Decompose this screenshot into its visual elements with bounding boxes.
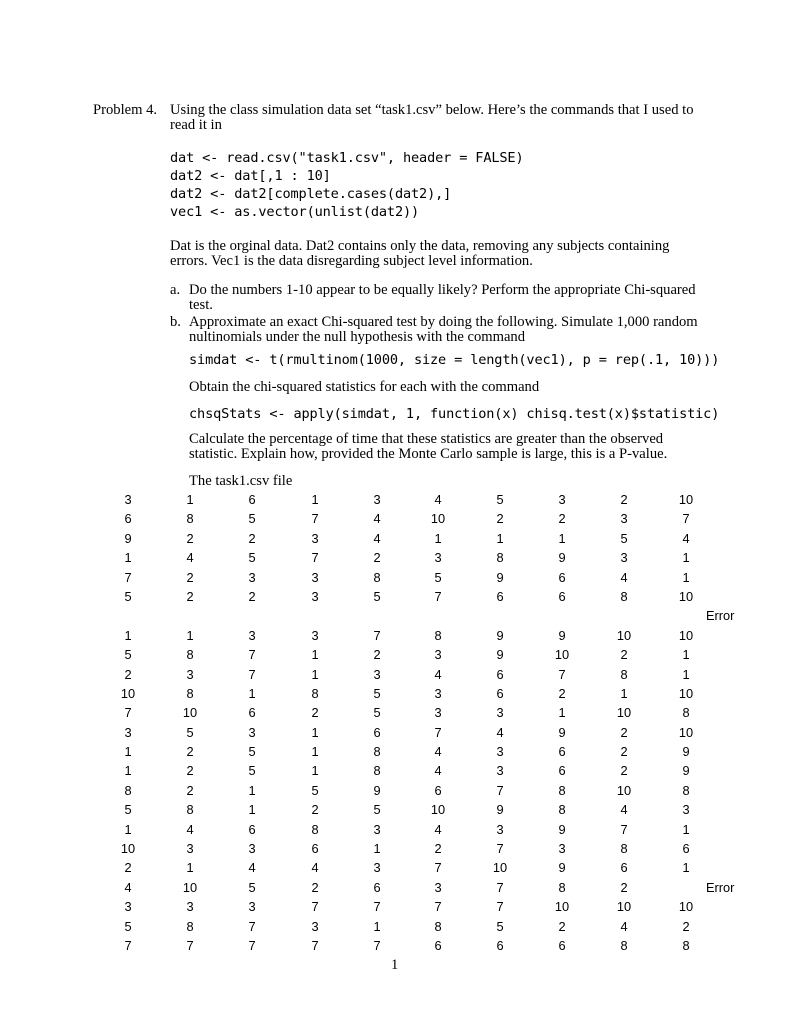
table-cell: 10 xyxy=(616,627,632,643)
table-cell: 5 xyxy=(311,782,319,798)
table-cell: 8 xyxy=(496,550,504,566)
table-cell: 2 xyxy=(186,530,194,546)
table-cell: 8 xyxy=(186,802,194,818)
table-cell: 2 xyxy=(186,763,194,779)
table-cell: 3 xyxy=(186,841,194,857)
table-cell: 6 xyxy=(682,841,690,857)
table-cell: 7 xyxy=(124,937,132,953)
table-cell: 5 xyxy=(373,705,381,721)
table-cell: 8 xyxy=(373,763,381,779)
table-cell: 9 xyxy=(124,530,132,546)
table-row xyxy=(0,490,791,509)
table-cell: 10 xyxy=(678,492,694,507)
table-cell: 4 xyxy=(186,550,194,566)
table-cell: 9 xyxy=(496,802,504,818)
table-cell: 3 xyxy=(311,627,319,643)
error-flag: Error xyxy=(706,879,735,895)
table-cell: 10 xyxy=(430,511,446,527)
table-cell: 3 xyxy=(682,802,690,818)
table-cell: 2 xyxy=(311,705,319,721)
table-cell: 10 xyxy=(616,899,632,915)
table-cell: 9 xyxy=(682,763,690,779)
table-cell: 2 xyxy=(496,511,504,527)
table-cell: 8 xyxy=(558,802,566,818)
table-cell: 6 xyxy=(558,588,566,604)
code-line: vec1 <- as.vector(unlist(dat2)) xyxy=(170,204,420,220)
table-cell: 8 xyxy=(620,937,628,953)
table-cell: 1 xyxy=(558,705,566,721)
read-code-block xyxy=(170,149,524,221)
table-row xyxy=(0,936,791,955)
table-cell: 5 xyxy=(434,569,442,585)
table-cell: 7 xyxy=(124,569,132,585)
table-cell: 2 xyxy=(124,860,132,876)
table-cell: 2 xyxy=(186,744,194,760)
table-cell: 5 xyxy=(124,918,132,934)
table-row xyxy=(0,897,791,916)
table-cell: 8 xyxy=(620,666,628,682)
table-cell: 3 xyxy=(311,918,319,934)
table-cell: 2 xyxy=(311,802,319,818)
table-cell: 8 xyxy=(558,782,566,798)
page-number: 1 xyxy=(391,957,399,973)
table-cell: 4 xyxy=(434,763,442,779)
table-cell: 6 xyxy=(248,492,256,507)
table-cell: 9 xyxy=(496,569,504,585)
table-row xyxy=(0,548,791,567)
table-cell: 8 xyxy=(311,685,319,701)
table-cell: 6 xyxy=(311,841,319,857)
table-cell: 2 xyxy=(620,724,628,740)
table-cell: 3 xyxy=(434,705,442,721)
table-row xyxy=(0,509,791,528)
table-cell: 2 xyxy=(311,879,319,895)
table-cell: 10 xyxy=(430,802,446,818)
table-cell: 8 xyxy=(434,627,442,643)
table-cell: 6 xyxy=(558,569,566,585)
problem-intro: Using the class simulation data set “task1.csv” below. Here’s the commands that I used to read it in xyxy=(170,102,694,133)
table-row xyxy=(0,703,791,722)
table-cell: 6 xyxy=(248,705,256,721)
table-cell: 1 xyxy=(682,821,690,837)
table-cell: 1 xyxy=(682,647,690,663)
table-cell: 8 xyxy=(124,782,132,798)
table-cell: 1 xyxy=(682,666,690,682)
table-cell: 2 xyxy=(558,918,566,934)
table-cell: 6 xyxy=(248,821,256,837)
table-row xyxy=(0,568,791,587)
table-cell: 10 xyxy=(554,899,570,915)
table-cell: 2 xyxy=(373,647,381,663)
table-cell: 7 xyxy=(620,821,628,837)
table-cell: 10 xyxy=(678,588,694,604)
table-cell: 1 xyxy=(496,530,504,546)
item-a-marker: a. xyxy=(170,282,181,298)
table-cell: 3 xyxy=(248,724,256,740)
table-row xyxy=(0,839,791,858)
table-cell: 9 xyxy=(682,744,690,760)
table-row xyxy=(0,820,791,839)
error-flag: Error xyxy=(706,608,735,624)
table-cell: 2 xyxy=(373,550,381,566)
csv-data-table xyxy=(0,490,791,955)
table-cell: 7 xyxy=(373,899,381,915)
table-cell: 10 xyxy=(616,782,632,798)
table-row xyxy=(0,529,791,548)
table-cell: 3 xyxy=(434,550,442,566)
table-cell: 4 xyxy=(620,918,628,934)
table-cell: 10 xyxy=(678,685,694,701)
table-cell: 5 xyxy=(496,918,504,934)
table-row xyxy=(0,587,791,606)
table-cell: 5 xyxy=(373,588,381,604)
table-cell: 1 xyxy=(682,550,690,566)
table-cell: 8 xyxy=(682,937,690,953)
table-row xyxy=(0,761,791,780)
table-cell: 9 xyxy=(558,821,566,837)
table-cell: 7 xyxy=(496,899,504,915)
table-cell: 2 xyxy=(558,685,566,701)
table-cell: 1 xyxy=(373,841,381,857)
table-cell: 8 xyxy=(186,918,194,934)
table-cell: 8 xyxy=(186,685,194,701)
table-cell: 3 xyxy=(496,744,504,760)
calc-text: Calculate the percentage of time that these statistics are greater than the observed statistic. Explain how, provided the Monte Carlo sample is large, this is a P-value. xyxy=(189,431,668,462)
table-cell: 4 xyxy=(434,492,442,507)
table-cell: 5 xyxy=(248,763,256,779)
table-cell: 7 xyxy=(248,918,256,934)
table-cell: 8 xyxy=(311,821,319,837)
table-cell: 3 xyxy=(311,569,319,585)
table-cell: 8 xyxy=(620,588,628,604)
table-cell: 7 xyxy=(373,627,381,643)
table-cell: 9 xyxy=(558,550,566,566)
table-cell: 3 xyxy=(311,588,319,604)
table-cell: 5 xyxy=(124,588,132,604)
table-cell: 3 xyxy=(496,705,504,721)
table-cell: 7 xyxy=(311,937,319,953)
table-cell: 6 xyxy=(496,588,504,604)
table-cell: 8 xyxy=(186,647,194,663)
simdat-code: simdat <- t(rmultinom(1000, size = length(vec1), p = rep(.1, 10))) xyxy=(189,352,720,368)
table-row xyxy=(0,723,791,742)
chsq-code: chsqStats <- apply(simdat, 1, function(x) chisq.test(x)$statistic) xyxy=(189,406,720,422)
table-row xyxy=(0,626,791,645)
table-cell: 5 xyxy=(186,724,194,740)
table-cell: 8 xyxy=(373,569,381,585)
table-cell: 8 xyxy=(434,918,442,934)
table-cell: 4 xyxy=(311,860,319,876)
table-cell: 2 xyxy=(248,530,256,546)
table-cell: 7 xyxy=(434,588,442,604)
table-cell: 6 xyxy=(558,763,566,779)
table-cell: 3 xyxy=(124,724,132,740)
table-cell: 2 xyxy=(124,666,132,682)
table-cell: 1 xyxy=(434,530,442,546)
table-cell: 1 xyxy=(124,627,132,643)
table-cell: 4 xyxy=(682,530,690,546)
table-cell: 6 xyxy=(496,685,504,701)
table-cell: 5 xyxy=(620,530,628,546)
table-cell: 1 xyxy=(311,744,319,760)
code-line: dat <- read.csv("task1.csv", header = FALSE) xyxy=(170,150,524,166)
table-cell: 2 xyxy=(620,879,628,895)
table-cell: 2 xyxy=(620,763,628,779)
table-cell: 2 xyxy=(620,492,628,507)
table-cell: 5 xyxy=(373,802,381,818)
table-cell: 8 xyxy=(682,705,690,721)
table-cell: 7 xyxy=(311,511,319,527)
table-cell: 6 xyxy=(558,937,566,953)
table-cell: 7 xyxy=(434,724,442,740)
table-cell: 10 xyxy=(554,647,570,663)
table-cell: 10 xyxy=(678,899,694,915)
item-a-text: Do the numbers 1-10 appear to be equally likely? Perform the appropriate Chi-squared test. xyxy=(189,282,696,313)
table-cell: 7 xyxy=(434,860,442,876)
table-cell: 6 xyxy=(373,724,381,740)
table-cell: 3 xyxy=(373,860,381,876)
table-cell: 2 xyxy=(186,569,194,585)
table-cell: 4 xyxy=(434,744,442,760)
table-cell: 9 xyxy=(496,627,504,643)
table-cell: 1 xyxy=(124,744,132,760)
table-cell: 3 xyxy=(434,879,442,895)
table-cell: 5 xyxy=(248,550,256,566)
table-cell: 2 xyxy=(186,588,194,604)
table-cell: 3 xyxy=(124,492,132,507)
table-cell: 3 xyxy=(496,763,504,779)
table-cell: 1 xyxy=(311,492,319,507)
table-cell: 7 xyxy=(558,666,566,682)
table-cell: 8 xyxy=(558,879,566,895)
table-cell: 4 xyxy=(248,860,256,876)
table-cell: 7 xyxy=(496,879,504,895)
table-cell: 6 xyxy=(496,937,504,953)
table-cell: 6 xyxy=(620,860,628,876)
table-cell: 1 xyxy=(248,782,256,798)
table-cell: 2 xyxy=(620,744,628,760)
table-cell: 4 xyxy=(373,530,381,546)
table-cell: 6 xyxy=(434,937,442,953)
code-line: dat2 <- dat2[complete.cases(dat2),] xyxy=(170,186,452,202)
table-cell: 1 xyxy=(311,666,319,682)
data-description: Dat is the orginal data. Dat2 contains only the data, removing any subjects containing errors. Vec1 is the data disregarding subject level information. xyxy=(170,238,670,269)
table-cell: 10 xyxy=(616,705,632,721)
table-cell: 3 xyxy=(248,841,256,857)
table-cell: 7 xyxy=(373,937,381,953)
table-cell: 1 xyxy=(311,724,319,740)
table-cell: 10 xyxy=(492,860,508,876)
table-cell: 4 xyxy=(124,879,132,895)
table-cell: 10 xyxy=(678,627,694,643)
table-cell: 3 xyxy=(248,899,256,915)
table-cell: 3 xyxy=(248,569,256,585)
table-cell: 5 xyxy=(248,879,256,895)
table-cell: 6 xyxy=(558,744,566,760)
table-row xyxy=(0,878,791,897)
table-cell: 5 xyxy=(373,685,381,701)
table-cell: 4 xyxy=(434,821,442,837)
table-cell: 8 xyxy=(186,511,194,527)
table-cell: 1 xyxy=(124,550,132,566)
table-row xyxy=(0,645,791,664)
obtain-text: Obtain the chi-squared statistics for each with the command xyxy=(189,379,540,395)
table-cell: 4 xyxy=(186,821,194,837)
table-row xyxy=(0,858,791,877)
table-cell: 6 xyxy=(373,879,381,895)
table-cell: 3 xyxy=(248,627,256,643)
table-cell: 2 xyxy=(682,918,690,934)
table-cell: 3 xyxy=(124,899,132,915)
table-cell: 4 xyxy=(620,569,628,585)
table-cell: 9 xyxy=(558,627,566,643)
table-row xyxy=(0,800,791,819)
table-cell: 3 xyxy=(496,821,504,837)
code-line: dat2 <- dat[,1 : 10] xyxy=(170,168,331,184)
table-cell: 1 xyxy=(682,569,690,585)
table-cell: 3 xyxy=(186,899,194,915)
table-cell: 7 xyxy=(496,841,504,857)
table-cell: 3 xyxy=(311,530,319,546)
table-cell: 9 xyxy=(373,782,381,798)
table-cell: 7 xyxy=(124,705,132,721)
table-cell: 5 xyxy=(248,511,256,527)
table-cell: 5 xyxy=(124,647,132,663)
table-cell: 3 xyxy=(620,550,628,566)
item-b-text: Approximate an exact Chi-squared test by doing the following. Simulate 1,000 random nultinomials under the null hypothesis with the command xyxy=(189,314,698,345)
table-row xyxy=(0,917,791,936)
table-cell: 10 xyxy=(182,879,198,895)
table-cell: 2 xyxy=(248,588,256,604)
table-cell: 1 xyxy=(186,860,194,876)
table-cell: 8 xyxy=(373,744,381,760)
table-cell: 10 xyxy=(678,724,694,740)
table-cell: 4 xyxy=(373,511,381,527)
table-cell: 3 xyxy=(434,685,442,701)
table-cell: 7 xyxy=(682,511,690,527)
table-row xyxy=(0,665,791,684)
table-cell: 9 xyxy=(558,724,566,740)
table-cell: 1 xyxy=(248,685,256,701)
table-cell: 5 xyxy=(124,802,132,818)
table-cell: 3 xyxy=(373,666,381,682)
table-cell: 1 xyxy=(620,685,628,701)
table-cell: 10 xyxy=(120,841,136,857)
table-cell: 1 xyxy=(248,802,256,818)
table-cell: 3 xyxy=(558,841,566,857)
table-cell: 2 xyxy=(620,647,628,663)
table-cell: 3 xyxy=(620,511,628,527)
table-cell: 10 xyxy=(120,685,136,701)
item-b-marker: b. xyxy=(170,314,181,330)
table-cell: 1 xyxy=(311,763,319,779)
table-row xyxy=(0,606,791,625)
table-cell: 2 xyxy=(558,511,566,527)
table-cell: 6 xyxy=(434,782,442,798)
table-cell: 8 xyxy=(620,841,628,857)
table-cell: 4 xyxy=(434,666,442,682)
table-cell: 7 xyxy=(311,899,319,915)
table-cell: 1 xyxy=(373,918,381,934)
table-cell: 6 xyxy=(124,511,132,527)
table-cell: 7 xyxy=(248,937,256,953)
table-cell: 5 xyxy=(496,492,504,507)
table-cell: 4 xyxy=(496,724,504,740)
table-row xyxy=(0,781,791,800)
table-cell: 7 xyxy=(248,666,256,682)
table-cell: 9 xyxy=(496,647,504,663)
table-cell: 2 xyxy=(186,782,194,798)
table-cell: 7 xyxy=(248,647,256,663)
file-caption: The task1.csv file xyxy=(189,473,293,489)
table-cell: 3 xyxy=(373,492,381,507)
table-cell: 1 xyxy=(311,647,319,663)
table-cell: 4 xyxy=(620,802,628,818)
table-cell: 3 xyxy=(373,821,381,837)
table-cell: 7 xyxy=(186,937,194,953)
table-cell: 7 xyxy=(311,550,319,566)
table-cell: 1 xyxy=(124,821,132,837)
table-cell: 1 xyxy=(186,492,194,507)
table-cell: 10 xyxy=(182,705,198,721)
table-cell: 3 xyxy=(434,647,442,663)
table-row xyxy=(0,684,791,703)
table-cell: 2 xyxy=(434,841,442,857)
table-cell: 8 xyxy=(682,782,690,798)
table-cell: 7 xyxy=(434,899,442,915)
table-cell: 3 xyxy=(186,666,194,682)
table-row xyxy=(0,742,791,761)
table-cell: 1 xyxy=(124,763,132,779)
table-cell: 1 xyxy=(558,530,566,546)
table-cell: 7 xyxy=(496,782,504,798)
table-cell: 5 xyxy=(248,744,256,760)
table-cell: 1 xyxy=(186,627,194,643)
table-cell: 1 xyxy=(682,860,690,876)
table-cell: 9 xyxy=(558,860,566,876)
problem-label: Problem 4. xyxy=(93,102,158,118)
table-cell: 3 xyxy=(558,492,566,507)
table-cell: 6 xyxy=(496,666,504,682)
